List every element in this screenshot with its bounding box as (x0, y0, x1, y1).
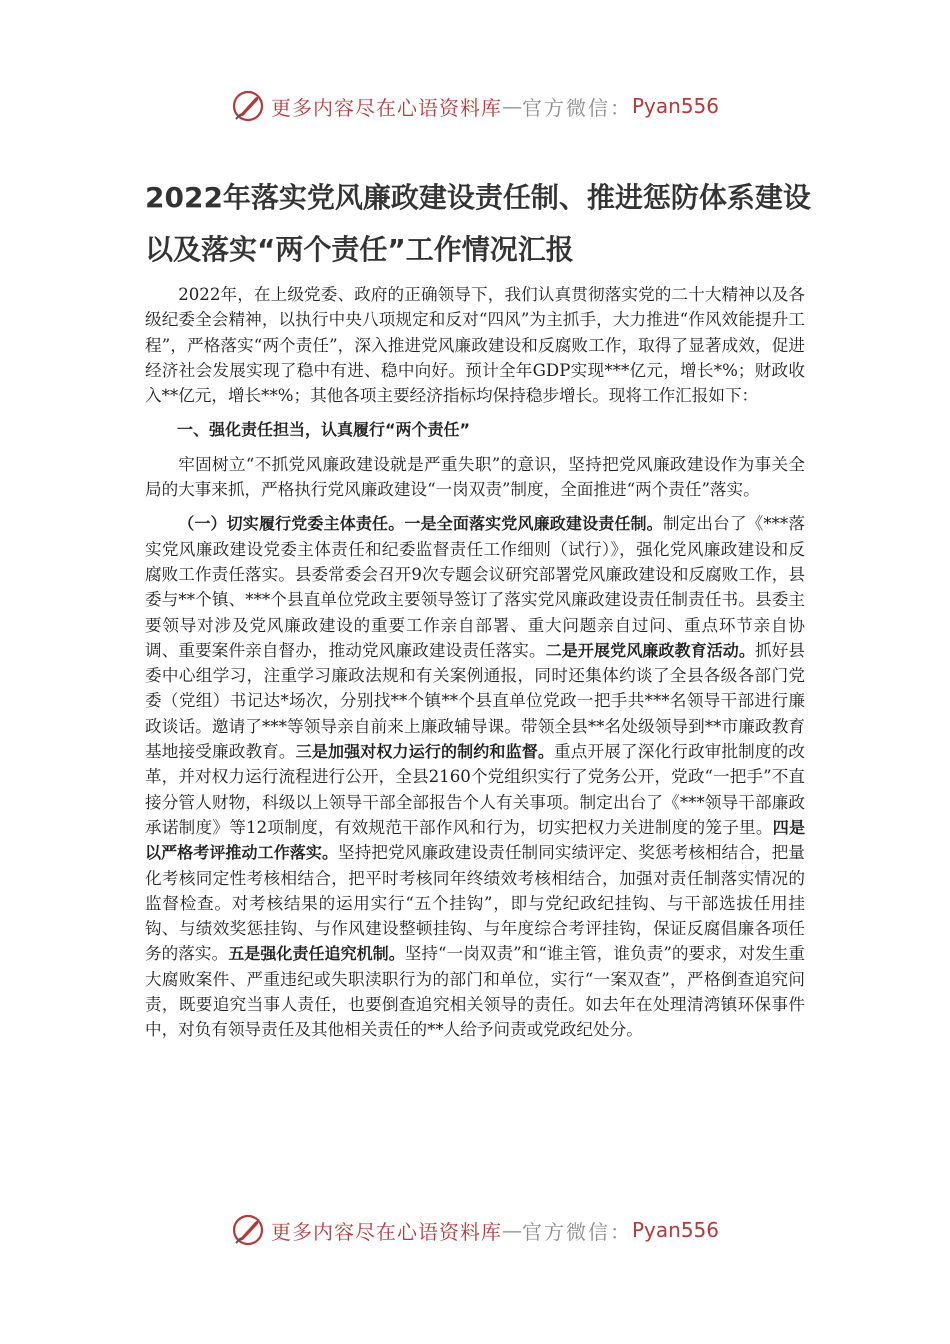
banner-official-label: 官方微信： (521, 95, 632, 120)
document-title: 2022年落实党风廉政建设责任制、推进惩防体系建设以及落实“两个责任”工作情况汇报 (145, 181, 811, 266)
point-1-heading: 一是全面落实党风廉政建设责任制。 (404, 514, 663, 534)
banner-wechat-id: Pyan556 (631, 1218, 719, 1242)
point-5-heading: 五是强化责任追究机制。 (228, 944, 405, 964)
quill-logo-icon (231, 1213, 265, 1247)
banner-text: 更多内容尽在心语资料库 (270, 1219, 502, 1244)
point-4-text: 坚持把党风廉政建设责任制同实绩评定、奖惩考核相结合，把量化考核同定性考核相结合，把平时考核同年终绩效考核相结合，加强对责任制落实情况的监督检查。对考核结果的运用实行“五个挂钩”，即与党纪政纪挂钩、与干部选拔任用挂钩、与绩效奖惩挂钩、与作风建设整顿挂钩、与年度综合考评挂钩，保证反腐倡廉各项任务的落实。 (145, 843, 805, 964)
footer-watermark-banner (0, 1210, 950, 1250)
section-1-heading: 一、强化责任担当，认真履行“两个责任” (177, 420, 471, 440)
section-1-lead-paragraph: 牢固树立“不抓党风廉政建设就是严重失职”的意识，坚持把党风廉政建设作为事关全局的大事来抓，严格执行党风廉政建设“一岗双责”制度，全面推进“两个责任”落实。 (145, 454, 805, 500)
banner-text: 更多内容尽在心语资料库 (270, 95, 502, 120)
banner-dash: — (501, 1218, 522, 1242)
point-3-text: 重点开展了深化行政审批制度的改革，并对权力运行流程进行公开，全县2160个党组织实行了党务公开，党政“一把手”不直接分管人财物，科级以上领导干部全部报告个人有关事项。制定出台了《***领导干部廉政承诺制度》等12项制度，有效规范干部作风和行为，切实把权力关进制度的笼子里。 (145, 742, 805, 837)
point-1-text: 制定出台了《***落实党风廉政建设党委主体责任和纪委监督责任工作细则（试行）》，强化党风廉政建设和反腐败工作责任落实。县委常委会召开9次专题会议研究部署党风廉政建设和反腐败工作，县委与**个镇、***个县直单位党政主要领导签订了落实党风廉政建设责任制责任书。县委主要领导对涉及党风廉政建设的重要工作亲自部署、重大问题亲自过问、重点环节亲自协调、重要案件亲自督办，推动党风廉政建设责任落实。 (145, 514, 805, 660)
banner-wechat-id: Pyan556 (631, 94, 719, 118)
point-4-heading: 四是以严格考评推动工作落实。 (145, 817, 805, 863)
point-3-heading: 三是加强对权力运行的制约和监督。 (295, 742, 555, 762)
quill-logo-icon (231, 89, 265, 123)
point-2-heading: 二是开展党风廉政教育活动。 (545, 640, 756, 660)
subsection-1-paragraph (145, 511, 805, 1042)
banner-official-label: 官方微信： (521, 1219, 632, 1244)
header-watermark-banner (0, 86, 950, 126)
point-5-text: 坚持“一岗双责”和“谁主管，谁负责”的要求，对发生重大腐败案件、严重违纪或失职渎职行为的部门和单位，实行“一案双查”，严格倒查追究问责，既要追究当事人责任，也要倒查追究相关领导的责任。如去年在处理清湾镇环保事件中，对负有领导责任及其他相关责任的**人给予问责或党政纪处分。 (145, 944, 805, 1040)
point-2-text: 抓好县委中心组学习，注重学习廉政法规和有关案例通报，同时还集体约谈了全县各级各部门党委（党组）书记达*场次，分别找**个镇**个县直单位党政一把手共***名领导干部进行廉政谈话。邀请了***等领导亲自前来上廉政辅导课。带领全县**名处级领导到**市廉政教育基地接受廉政教育。 (145, 640, 805, 762)
intro-paragraph: 2022年，在上级党委、政府的正确领导下，我们认真贯彻落实党的二十大精神以及各级纪委全会精神，以执行中央八项规定和反对“四风”为主抓手，大力推进“作风效能提升工程”，严格落实“两个责任”，深入推进党风廉政建设和反腐败工作，取得了显著成效，促进经济社会发展实现了稳中有进、稳中向好。预计全年GDP实现***亿元，增长*%；财政收入**亿元，增长**%；其他各项主要经济指标均保持稳步增长。现将工作汇报如下： (145, 285, 805, 406)
banner-dash: — (501, 94, 522, 118)
document-body (145, 282, 805, 1043)
subsection-1-heading: （一）切实履行党委主体责任。 (178, 514, 405, 534)
